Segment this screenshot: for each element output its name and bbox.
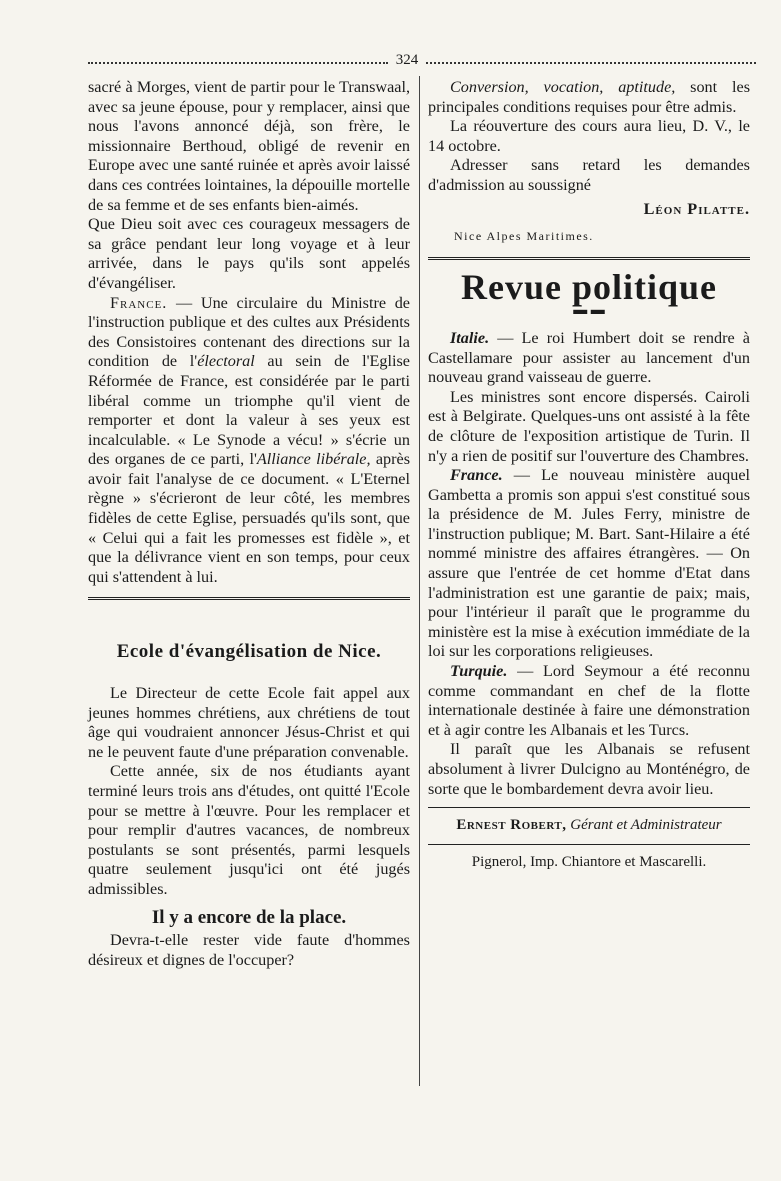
column-divider: [419, 76, 420, 1086]
conditions-paragraph: Conversion, vocation, aptitude, sont les principales conditions requises pour être admis.: [428, 78, 750, 116]
printer-line: Pignerol, Imp. Chiantore et Mascarelli.: [471, 853, 707, 870]
turquie-label: Turquie.: [450, 662, 508, 681]
prayer-paragraph: Que Dieu soit avec ces courageux messagers de sa grâce pendant leur long voyage et à leur arrivée, dans le pays qu'ils sont appelés d'évangéliser.: [88, 215, 410, 292]
ecole-paragraph-3: Devra-t-elle rester vide faute d'hommes désireux et dignes de l'occuper?: [88, 931, 410, 969]
section-divider: [428, 257, 750, 260]
ecole-paragraph-1: Le Directeur de cette Ecole fait appel aux jeunes hommes chrétiens, aux chrétiens de tout âge qui voudraient annoncer Jésus-Christ et qui ne le peuvent faute d'une préparation convenable.: [88, 684, 410, 761]
italie-paragraph-2: Les ministres sont encore dispersés. Cairoli est à Belgirate. Quelques-uns ont assisté à la fête de clôture de l'exposition artistique de Turin. Il n'y a rien de positif sur l'ouverture des Chambres.: [428, 387, 750, 465]
france-politique-label: France.: [450, 466, 503, 485]
italie-label: Italie.: [450, 328, 490, 347]
missionary-paragraph: sacré à Morges, vient de partir pour le Transwaal, avec sa jeune épouse, pour y remplacer, ainsi que nous l'avons annoncé déjà, son frère, le missionnaire Berthoud, obligé de revenir en Europe avec une santé ruinée et après avoir laissé dans ces contrées lointaines, la dépouille mortelle de sa femme et de ses enfants bien-aimés.: [88, 78, 410, 214]
place-heading: Il y a encore de la place.: [151, 906, 347, 928]
title-ornament: ▬ ▬: [573, 303, 605, 319]
france-politique-paragraph: France. — Le nouveau ministère auquel Gambetta a promis son appui s'est constitué sous la présidence de M. Jules Ferry, ministre de l'instruction publique; M. Bart. Sant-Hilaire a été nommé ministre des affaires étrangères. — On assure que l'entrée de cet homme d'Etat dans l'administration est une garantie de paix; mais, pour l'intérieur il paraît que le programme du ministère est la mise à exécution immédiate de la loi sur les corporations religieuses.: [428, 466, 750, 661]
ecole-heading: Ecole d'évangélisation de Nice.: [116, 641, 382, 663]
header-ornament-right: [426, 62, 756, 64]
footer-divider: [428, 844, 750, 845]
reopening-paragraph: La réouverture des cours aura lieu, D. V., le 14 octobre.: [428, 117, 750, 155]
right-column: [428, 78, 750, 872]
address-paragraph: Adresser sans retard les demandes d'admission au soussigné: [428, 156, 750, 194]
ecole-paragraph-2: Cette année, six de nos étudiants ayant terminé leurs trois ans d'études, ont quitté l'Ecole pour se mettre à l'œuvre. Pour les remplacer et pour remplir d'autres vacances, de nombreux postulants se sont présentés, parmi lesquels quatre seulement jusqu'ici ont été jugés admissibles.: [88, 762, 410, 898]
france-paragraph: France. — Une circulaire du Ministre de l'instruction publique et des cultes aux Présidents des Consistoires contenant des directions sur la condition de l'électoral au sein de l'Eglise Réformée de France, est considérée par le parti libéral comme un triomphe qu'il vient de remporter et dont la valeur à ses yeux est incalculable. « Le Synode a vécu! » s'écrie un des organes de ce parti, l'Alliance libérale, après avoir fait l'analyse de ce document. « L'Eternel règne » s'écrieront de leur côté, les membres fidèles de cette Eglise, persuadés qu'ils sont, que « Celui qui a fait les promesses est fidèle », et que la délivrance vient en son temps, pour ceux qui s'attendent à lui.: [88, 293, 410, 586]
place-line: Nice Alpes Maritimes.: [454, 229, 594, 244]
turquie-paragraph-1: Turquie. — Lord Seymour a été reconnu comme commandant en chef de la flotte internationale destinée à faire une démonstration et à agir contre les Albanais et les Turcs.: [428, 662, 750, 739]
footer-divider: [428, 807, 750, 808]
page-number: 324: [395, 52, 419, 68]
page-header: [88, 52, 756, 72]
france-label: France.: [110, 293, 168, 312]
administrator-line: Ernest Robert, Gérant et Administrateur: [456, 817, 722, 834]
header-ornament-left: [88, 62, 388, 64]
left-column: [88, 78, 410, 970]
section-divider: [88, 597, 410, 600]
signature: Léon Pilatte.: [643, 199, 750, 218]
italie-paragraph-1: Italie. — Le roi Humbert doit se rendre à Castellamare pour assister au lancement d'un nouveau grand vaisseau de guerre.: [428, 328, 750, 387]
revue-title: Revue politique: [460, 266, 717, 307]
turquie-paragraph-2: Il paraît que les Albanais se refusent absolument à livrer Dulcigno au Monténégro, de sorte que le bombardement devra avoir lieu.: [428, 740, 750, 798]
